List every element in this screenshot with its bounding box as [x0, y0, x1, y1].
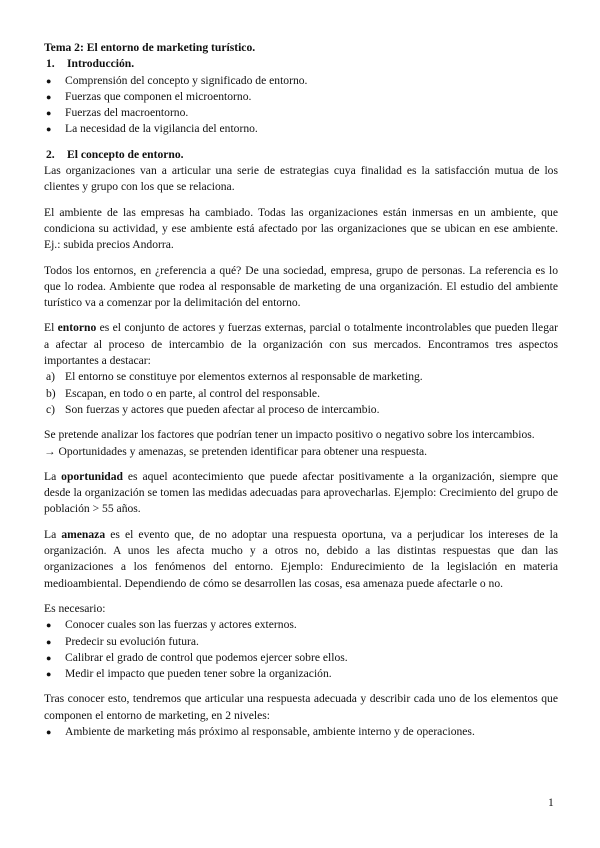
- term-entorno: entorno: [57, 321, 97, 335]
- document-title: Tema 2: El entorno de marketing turístico.: [44, 41, 256, 54]
- list-item: ● Comprensión del concepto y significado de entorno.: [44, 73, 558, 89]
- list-item: ● Ambiente de marketing más próximo al responsable, ambiente interno y de operaciones.: [44, 724, 558, 740]
- section-1-heading-text: Introducción.: [67, 57, 135, 71]
- paragraph-entorno-definition: El entorno es el conjunto de actores y fuerzas externas, parcial o totalmente incontrolables que pueden llegar a afectar al proceso de intercambio de la organización con sus mercados. Encontramos tres aspectos importantes a destacar:: [44, 321, 558, 368]
- paragraph-oportunidad-definition: La oportunidad es aquel acontecimiento que puede afectar positivamente a la organización, siempre que desde la organización se tomen las medidas adecuadas para aprovecharlas. Ejemplo: Crecimiento del grupo de población > 55 años.: [44, 469, 558, 516]
- list-item: ● Calibrar el grado de control que podemos ejercer sobre ellos.: [44, 650, 558, 666]
- term-amenaza: amenaza: [61, 527, 106, 541]
- paragraph: Las organizaciones van a articular una serie de estrategias cuya finalidad es la satisfacción mutua de los clientes y grupo con los que se relaciona.: [44, 164, 558, 194]
- paragraph: El ambiente de las empresas ha cambiado. Todas las organizaciones están inmersas en un ambiente, que condiciona su actividad, y ese ambiente está afectado por las organizaciones que se ubican en ese ambiente. Ej.: subida precios Andorra.: [44, 205, 558, 252]
- paragraph-amenaza-definition: La amenaza es el evento que, de no adoptar una respuesta oportuna, va a perjudicar los intereses de la organización. A unos les afecta mucho y a otros no, debido a las distintas respuestas que dan las organizaciones a los fenómenos del entorno. Ejemplo: Endurecimiento de la legislación en materia medioambiental. Dependiendo de cómo se desarrollen las cosas, esa amenaza puede afectarle o no.: [44, 527, 558, 590]
- section-1-number: 1.: [46, 57, 55, 71]
- needs-list: [44, 617, 558, 682]
- list-item: ● La necesidad de la vigilancia del entorno.: [44, 121, 558, 137]
- list-item: b) Escapan, en todo o en parte, al control del responsable.: [46, 386, 320, 400]
- list-item: ● Medir el impacto que pueden tener sobre la organización.: [44, 666, 558, 682]
- paragraph: Se pretende analizar los factores que podrían tener un impacto positivo o negativo sobre los intercambios.: [44, 428, 535, 442]
- section-1-list: [44, 73, 558, 138]
- paragraph: Todos los entornos, en ¿referencia a qué? De una sociedad, empresa, grupo de personas. La referencia es lo que lo rodea. Ambiente que rodea al responsable de marketing de una organización. El estudio del ambiente turístico va a comenzar por la delimitación del entorno.: [44, 263, 558, 310]
- list-item: ● Fuerzas que componen el microentorno.: [44, 89, 558, 105]
- list-item: ● Conocer cuales son las fuerzas y actores externos.: [44, 617, 558, 633]
- term-oportunidad: oportunidad: [61, 469, 123, 483]
- list-item: a) El entorno se constituye por elementos externos al responsable de marketing.: [46, 370, 423, 384]
- levels-list: [44, 724, 558, 740]
- paragraph: Tras conocer esto, tendremos que articular una respuesta adecuada y describir cada uno de los elementos que componen el entorno de marketing, en 2 niveles:: [44, 692, 558, 722]
- section-2-number: 2.: [46, 147, 55, 161]
- list-item: c) Son fuerzas y actores que pueden afectar al proceso de intercambio.: [46, 402, 380, 416]
- aspects-list: [44, 369, 558, 418]
- paragraph-arrow-note: → Oportunidades y amenazas, se pretenden identificar para obtener una respuesta.: [44, 444, 428, 458]
- list-item: ● Predecir su evolución futura.: [44, 634, 558, 650]
- page-number: 1: [548, 796, 554, 809]
- paragraph: Es necesario:: [44, 601, 106, 615]
- document-page: [44, 40, 558, 740]
- section-2-heading-text: El concepto de entorno.: [67, 147, 184, 161]
- list-item: ● Fuerzas del macroentorno.: [44, 105, 558, 121]
- section-2-heading: [44, 147, 558, 163]
- section-1-heading: [44, 56, 558, 72]
